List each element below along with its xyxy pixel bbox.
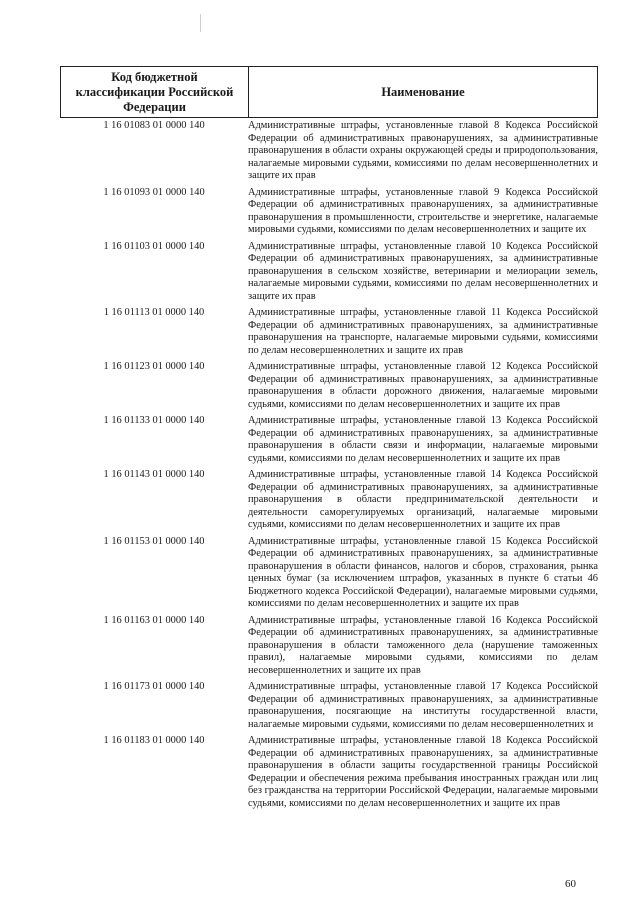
row-description: Административные штрафы, установленные главой 17 Кодекса Российской Федерации об административных правонарушениях, за административные правонарушения, посягающие на институты государственной власти, налагаемые мировыми судьями, комиссиями по делам несовершеннолетних и [248,681,598,730]
table-row [60,118,600,183]
budget-code: 1 16 01163 01 0000 140 [103,614,205,626]
row-description: Административные штрафы, установленные главой 9 Кодекса Российской Федерации об административных правонарушениях, за административные правонарушения в промышленности, строительстве и энергетике, налагаемые мировыми судьями, комиссиями по делам несовершеннолетних и защите их [248,186,598,235]
table-row [60,733,600,810]
budget-code: 1 16 01153 01 0000 140 [103,535,205,547]
table-row [60,679,600,731]
budget-code: 1 16 01123 01 0000 140 [103,361,205,372]
table-row [60,359,600,411]
budget-code: 1 16 01173 01 0000 140 [103,681,205,692]
row-description: Административные штрафы, установленные главой 13 Кодекса Российской Федерации об административных правонарушениях, за административные правонарушения в области связи и информации, налагаемые мировыми судьями, комиссиями по делам несовершеннолетних и защите их прав [248,415,598,464]
row-description: Административные штрафы, установленные главой 14 Кодекса Российской Федерации об административных правонарушениях, за административные правонарушения в области предпринимательской деятельности и деятельности саморегулируемых организаций, налагаемые мировыми судьями, комиссиями по делам несовершеннолетних и защите их прав [248,469,598,530]
budget-code: 1 16 01083 01 0000 140 [103,120,205,131]
table-row [60,239,600,304]
row-description: Административные штрафы, установленные главой 8 Кодекса Российской Федерации об административных правонарушениях, за административные правонарушения в области охраны окружающей среды и природопользования, налагаемые мировыми судьями, комиссиями по делам несовершеннолетних и защите их прав [248,120,598,181]
row-description: Административные штрафы, установленные главой 18 Кодекса Российской Федерации об административных правонарушениях, за административные правонарушения в области защиты государственной границы Российской Федерации и обеспечения режима пребывания иностранных граждан или лиц без гражданства на территории Российской Федерации, налагаемые мировыми судьями, комиссиями по делам несовершеннолетних и защите их прав [248,735,598,809]
budget-code: 1 16 01103 01 0000 140 [103,240,205,252]
table-row [60,467,600,532]
page-number: 60 [565,878,576,890]
row-description: Административные штрафы, установленные главой 15 Кодекса Российской Федерации об административных правонарушениях, за административные правонарушения в области финансов, налогов и сборов, страхования, рынка ценных бумаг (за исключением штрафов, указанных в пункте 6 статьи 46 Бюджетного кодекса Российской Федерации), налагаемые мировыми судьями, комиссиями по делам несовершеннолетних и защите их прав [248,535,598,609]
budget-code: 1 16 01133 01 0000 140 [103,415,205,426]
row-description: Административные штрафы, установленные главой 11 Кодекса Российской Федерации об административных правонарушениях, за административные правонарушения на транспорте, налагаемые мировыми судьями, комиссиями по делам несовершеннолетних и защите их прав [248,307,598,356]
row-description: Административные штрафы, установленные главой 10 Кодекса Российской Федерации об административных правонарушениях, за административные правонарушения в сельском хозяйстве, ветеринарии и мелиорации земель, налагаемые мировыми судьями, комиссиями по делам несовершеннолетних и защите их прав [248,240,598,302]
table-body [60,118,600,812]
header-code-column: Код бюджетной классификации Российской Федерации [61,67,249,117]
table-row [60,305,600,357]
row-description: Административные штрафы, установленные главой 16 Кодекса Российской Федерации об административных правонарушениях, за административные правонарушения в области таможенного дела (нарушение таможенных правил), налагаемые мировыми судьями, комиссиями по делам несовершеннолетних и защите их прав [248,614,598,676]
table-row [60,185,600,237]
table-row [60,613,600,678]
budget-code: 1 16 01093 01 0000 140 [103,186,205,198]
scan-artifact [200,14,201,32]
table-header [60,66,598,118]
budget-code: 1 16 01143 01 0000 140 [103,469,205,480]
budget-code: 1 16 01183 01 0000 140 [103,735,205,746]
table-row [60,413,600,465]
table-row [60,534,600,611]
header-name-column: Наименование [381,84,465,99]
budget-code: 1 16 01113 01 0000 140 [103,307,205,318]
row-description: Административные штрафы, установленные главой 12 Кодекса Российской Федерации об административных правонарушениях, за административные правонарушения в области дорожного движения, налагаемые мировыми судьями, комиссиями по делам несовершеннолетних и защите их прав [248,361,598,410]
